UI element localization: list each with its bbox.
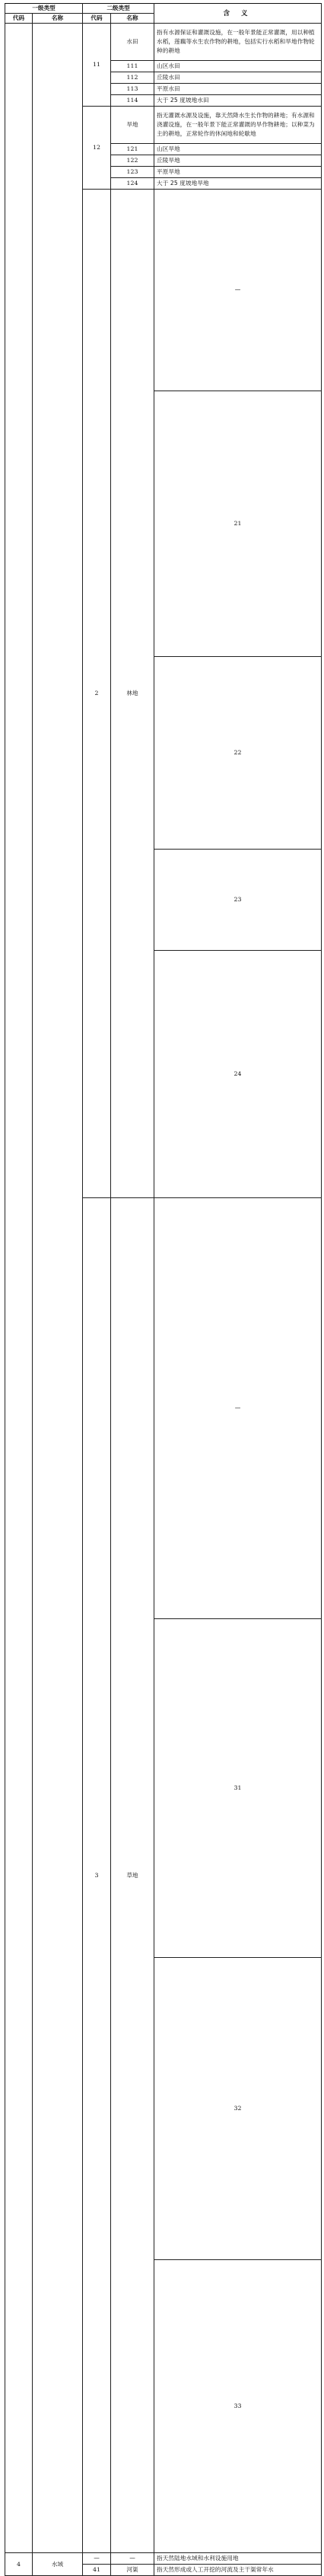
meaning-cell: 大于 25 度坡地旱地 [154, 178, 322, 190]
meaning-cell: 大于 25 度坡地水田 [154, 95, 322, 107]
header-row-1 [5, 4, 322, 14]
code-cell: 123 [111, 167, 154, 178]
meaning-cell: 山区水田 [154, 61, 322, 72]
level2-header: 二级类型 [83, 4, 154, 14]
land-use-classification-table-container [5, 3, 321, 2573]
name-cell: 旱地 [111, 107, 154, 144]
code-cell: 21 [154, 391, 322, 657]
code-cell: — [154, 190, 322, 391]
meaning-cell: 丘陵旱地 [154, 155, 322, 167]
code-cell: 121 [111, 144, 154, 155]
level1-code-cell: 3 [83, 1198, 111, 2553]
code-cell: 33 [154, 2260, 322, 2553]
level1-name-cell: 草地 [111, 1198, 154, 2553]
meaning-cell: 丘陵水田 [154, 72, 322, 84]
meaning-cell: 山区旱地 [154, 144, 322, 155]
name-cell: — [111, 2553, 154, 2565]
level2-code-header: 代码 [83, 14, 111, 24]
level1-code-cell: 2 [83, 190, 111, 1198]
meaning-cell: 平原旱地 [154, 167, 322, 178]
code-cell: 122 [111, 155, 154, 167]
level1-header: 一级类型 [5, 4, 83, 14]
code-cell: 41 [83, 2565, 111, 2576]
level1-name-header: 名称 [33, 14, 83, 24]
level1-name-cell: 水域 [33, 2553, 83, 2576]
code-cell: 114 [111, 95, 154, 107]
table-row [5, 2553, 322, 2565]
name-cell: 水田 [111, 24, 154, 61]
code-cell: 111 [111, 61, 154, 72]
code-cell: 113 [111, 84, 154, 95]
code-cell: 32 [154, 1958, 322, 2260]
level1-code-header: 代码 [5, 14, 33, 24]
level1-name-cell: 林地 [111, 190, 154, 1198]
meaning-cell: 指天然形成或人工开挖的河流及主干渠常年水 [154, 2565, 322, 2576]
level1-code-cell: 4 [5, 2553, 33, 2576]
meaning-cell: 平原水田 [154, 84, 322, 95]
table-row [5, 24, 322, 61]
level2-name-header: 名称 [111, 14, 154, 24]
code-cell: 112 [111, 72, 154, 84]
code-cell: 22 [154, 657, 322, 850]
code-cell: — [83, 2553, 111, 2565]
level1-name-cell [33, 24, 83, 2553]
level1-code-cell [5, 24, 33, 2553]
code-cell: 24 [154, 951, 322, 1198]
code-cell: 23 [154, 850, 322, 951]
meaning-cell: 指无灌溉水源及设施，靠天然降水生长作物的耕地；有水源和浇灌设施，在一般年景下能正常灌溉的旱作物耕地；以种菜为主的耕地，正常轮作的休闲地和轮歇地 [154, 107, 322, 144]
land-use-classification-table [5, 3, 322, 2576]
code-cell: 31 [154, 1619, 322, 1958]
code-cell: — [154, 1198, 322, 1619]
code-cell: 12 [83, 107, 111, 190]
code-cell: 11 [83, 24, 111, 107]
meaning-cell: 指有水源保证和灌溉设施，在一般年景能正常灌溉，用以种植水稻，莲藕等水生农作物的耕地，包括实行水稻和旱地作物轮种的耕地 [154, 24, 322, 61]
meaning-cell: 指天然陆地水域和水利设施用地 [154, 2553, 322, 2565]
meaning-header: 含 义 [154, 4, 322, 24]
name-cell: 河渠 [111, 2565, 154, 2576]
code-cell: 124 [111, 178, 154, 190]
